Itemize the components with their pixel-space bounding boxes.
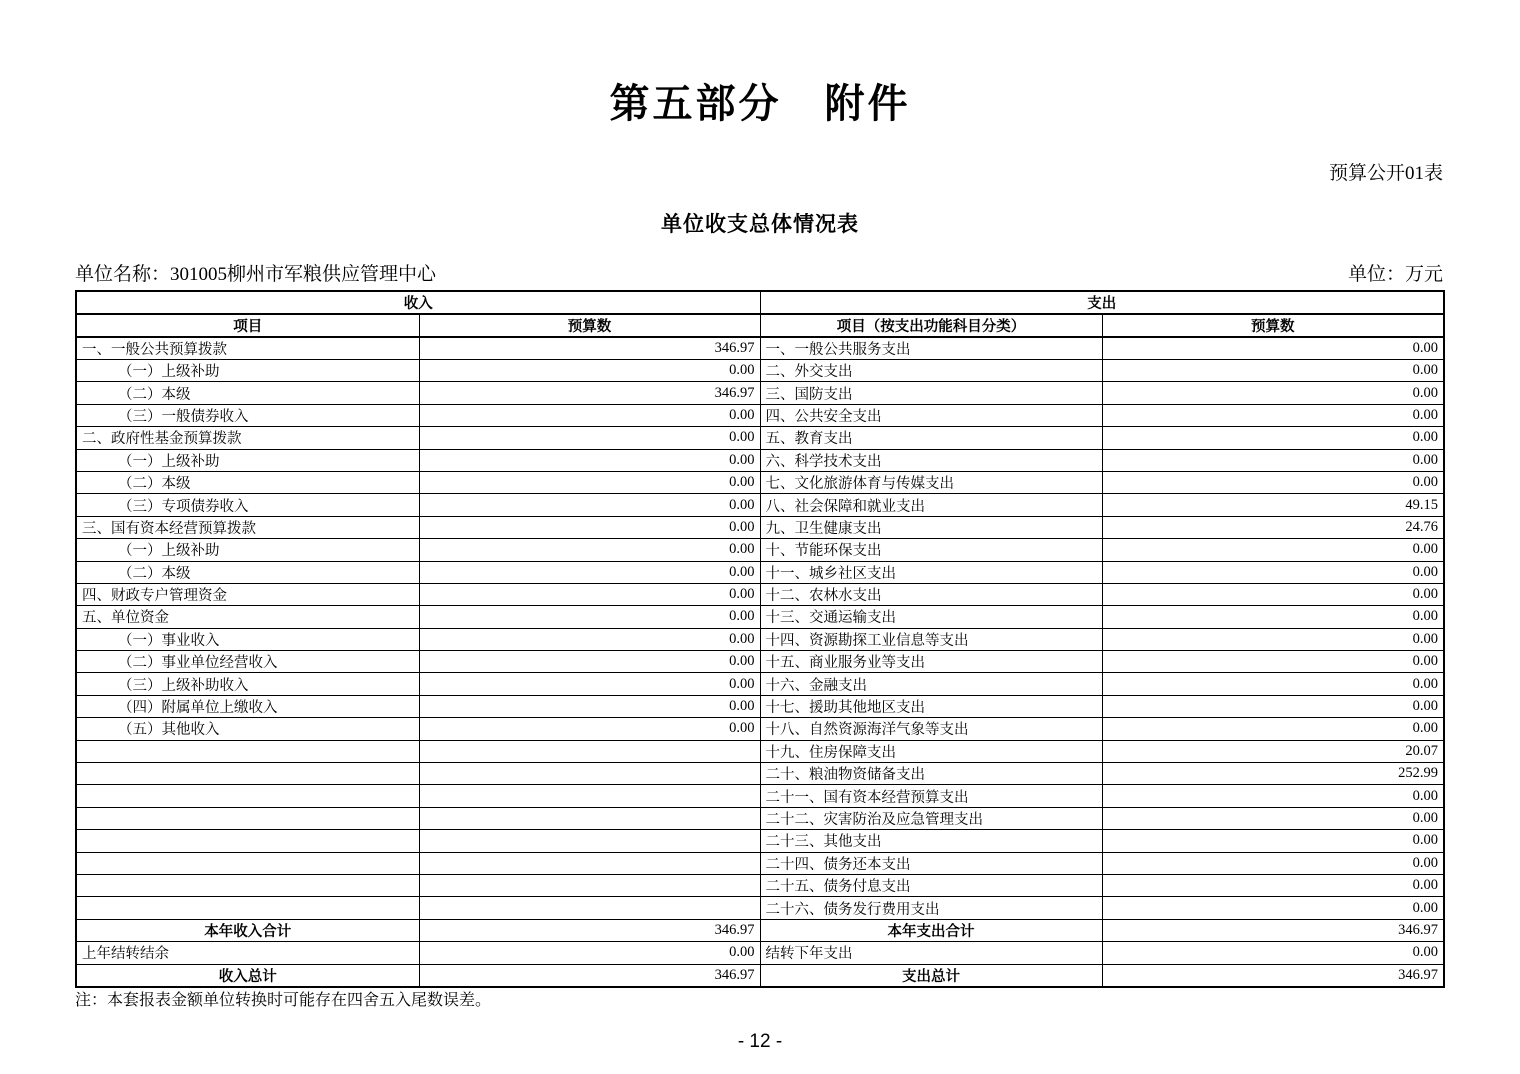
- expense-item-cell: 十一、城乡社区支出: [760, 561, 1102, 583]
- table-row: [76, 427, 1444, 449]
- expense-item-cell: 十二、农林水支出: [760, 583, 1102, 605]
- expense-item-cell: 十三、交通运输支出: [760, 606, 1102, 628]
- footnote: 注：本套报表金额单位转换时可能存在四舍五入尾数误差。: [75, 992, 492, 1009]
- income-item-cell: 二、政府性基金预算拨款: [76, 427, 419, 449]
- income-value-cell: 0.00: [419, 673, 760, 695]
- expense-item-cell: 十、节能环保支出: [760, 539, 1102, 561]
- income-section-header: 收入: [76, 291, 760, 314]
- table-row: [76, 763, 1444, 785]
- table-row: [76, 897, 1444, 919]
- income-value-cell: 0.00: [419, 360, 760, 382]
- income-value-cell: [419, 763, 760, 785]
- income-item-cell: [76, 897, 419, 919]
- expense-item-cell: 五、教育支出: [760, 427, 1102, 449]
- income-item-cell: （一）上级补助: [76, 539, 419, 561]
- expense-value-cell: 0.00: [1102, 628, 1444, 650]
- income-value-cell: 0.00: [419, 628, 760, 650]
- unit-name-label: 单位名称：301005柳州市军粮供应管理中心: [75, 264, 437, 285]
- budget-summary-table: [75, 290, 1445, 988]
- expense-item-cell: 十九、住房保障支出: [760, 740, 1102, 762]
- expense-value-cell: 0.00: [1102, 673, 1444, 695]
- expense-item-cell: 二、外交支出: [760, 360, 1102, 382]
- expense-value-cell: 0.00: [1102, 807, 1444, 829]
- expense-value-cell: 0.00: [1102, 651, 1444, 673]
- expense-value-cell: 0.00: [1102, 382, 1444, 404]
- expense-item-cell: 一、一般公共服务支出: [760, 337, 1102, 360]
- table-row: [76, 830, 1444, 852]
- expense-item-cell: 本年支出合计: [760, 919, 1102, 941]
- income-value-cell: 346.97: [419, 337, 760, 360]
- unit-measure-label: 单位：万元: [1347, 264, 1443, 285]
- expense-item-cell: 十五、商业服务业等支出: [760, 651, 1102, 673]
- income-item-cell: 四、财政专户管理资金: [76, 583, 419, 605]
- table-row: [76, 516, 1444, 538]
- expense-value-cell: 0.00: [1102, 606, 1444, 628]
- income-value-cell: 0.00: [419, 583, 760, 605]
- expense-item-cell: 二十二、灾害防治及应急管理支出: [760, 807, 1102, 829]
- income-item-cell: [76, 852, 419, 874]
- expense-value-cell: 0.00: [1102, 404, 1444, 426]
- income-value-cell: 0.00: [419, 718, 760, 740]
- expense-item-cell: 十八、自然资源海洋气象等支出: [760, 718, 1102, 740]
- expense-value-cell: 346.97: [1102, 919, 1444, 941]
- expense-value-cell: 252.99: [1102, 763, 1444, 785]
- expense-value-cell: 0.00: [1102, 427, 1444, 449]
- table-row: [76, 695, 1444, 717]
- table-row: [76, 404, 1444, 426]
- expense-budget-col-header: 预算数: [1102, 314, 1444, 337]
- expense-value-cell: 0.00: [1102, 583, 1444, 605]
- summary-row: [76, 942, 1444, 964]
- income-item-cell: （二）事业单位经营收入: [76, 651, 419, 673]
- income-value-cell: 0.00: [419, 539, 760, 561]
- expense-item-cell: 三、国防支出: [760, 382, 1102, 404]
- expense-item-cell: 八、社会保障和就业支出: [760, 494, 1102, 516]
- expense-value-cell: 0.00: [1102, 539, 1444, 561]
- income-item-cell: （三）一般债券收入: [76, 404, 419, 426]
- income-item-cell: （一）上级补助: [76, 360, 419, 382]
- expense-value-cell: 24.76: [1102, 516, 1444, 538]
- income-value-cell: [419, 830, 760, 852]
- expense-section-header: 支出: [760, 291, 1444, 314]
- form-number-label: 预算公开01表: [1328, 163, 1443, 184]
- income-value-cell: 346.97: [419, 964, 760, 987]
- income-value-cell: 0.00: [419, 449, 760, 471]
- income-item-cell: [76, 807, 419, 829]
- expense-item-cell: 十七、援助其他地区支出: [760, 695, 1102, 717]
- income-item-cell: （一）上级补助: [76, 449, 419, 471]
- expense-value-cell: 0.00: [1102, 830, 1444, 852]
- income-value-cell: [419, 852, 760, 874]
- expense-item-col-header: 项目（按支出功能科目分类）: [760, 314, 1102, 337]
- expense-value-cell: 0.00: [1102, 785, 1444, 807]
- table-row: [76, 718, 1444, 740]
- income-value-cell: [419, 807, 760, 829]
- income-value-cell: 0.00: [419, 404, 760, 426]
- expense-item-cell: 二十六、债务发行费用支出: [760, 897, 1102, 919]
- expense-item-cell: 支出总计: [760, 964, 1102, 987]
- income-value-cell: [419, 785, 760, 807]
- column-header-row: [76, 314, 1444, 337]
- expense-item-cell: 四、公共安全支出: [760, 404, 1102, 426]
- expense-item-cell: 六、科学技术支出: [760, 449, 1102, 471]
- income-value-cell: [419, 874, 760, 896]
- summary-row: [76, 964, 1444, 987]
- income-budget-col-header: 预算数: [419, 314, 760, 337]
- income-item-cell: 本年收入合计: [76, 919, 419, 941]
- income-value-cell: 0.00: [419, 606, 760, 628]
- income-value-cell: 0.00: [419, 561, 760, 583]
- income-item-cell: （三）上级补助收入: [76, 673, 419, 695]
- expense-item-cell: 九、卫生健康支出: [760, 516, 1102, 538]
- expense-value-cell: 0.00: [1102, 449, 1444, 471]
- table-meta-row: [75, 259, 1443, 286]
- expense-value-cell: 49.15: [1102, 494, 1444, 516]
- income-item-cell: [76, 763, 419, 785]
- expense-item-cell: 二十一、国有资本经营预算支出: [760, 785, 1102, 807]
- income-item-cell: （五）其他收入: [76, 718, 419, 740]
- expense-value-cell: 0.00: [1102, 360, 1444, 382]
- page-number: - 12 -: [737, 1031, 783, 1052]
- expense-value-cell: 0.00: [1102, 942, 1444, 964]
- table-row: [76, 807, 1444, 829]
- income-value-cell: 0.00: [419, 516, 760, 538]
- summary-row: [76, 919, 1444, 941]
- income-item-cell: （二）本级: [76, 561, 419, 583]
- income-item-cell: 上年结转结余: [76, 942, 419, 964]
- table-row: [76, 628, 1444, 650]
- table-row: [76, 539, 1444, 561]
- income-item-col-header: 项目: [76, 314, 419, 337]
- table-row: [76, 561, 1444, 583]
- income-item-cell: [76, 830, 419, 852]
- expense-value-cell: 0.00: [1102, 561, 1444, 583]
- table-row: [76, 606, 1444, 628]
- table-row: [76, 471, 1444, 493]
- income-item-cell: （三）专项债券收入: [76, 494, 419, 516]
- income-value-cell: 0.00: [419, 651, 760, 673]
- expense-item-cell: 结转下年支出: [760, 942, 1102, 964]
- income-value-cell: 0.00: [419, 494, 760, 516]
- income-item-cell: 一、一般公共预算拨款: [76, 337, 419, 360]
- table-row: [76, 852, 1444, 874]
- expense-value-cell: 0.00: [1102, 471, 1444, 493]
- income-item-cell: （二）本级: [76, 471, 419, 493]
- expense-item-cell: 二十五、债务付息支出: [760, 874, 1102, 896]
- page-title: 第五部分 附件: [609, 81, 911, 126]
- expense-item-cell: 十六、金融支出: [760, 673, 1102, 695]
- expense-value-cell: 0.00: [1102, 718, 1444, 740]
- table-row: [76, 651, 1444, 673]
- document-subtitle: 单位收支总体情况表: [661, 212, 859, 236]
- expense-item-cell: 七、文化旅游体育与传媒支出: [760, 471, 1102, 493]
- expense-value-cell: 0.00: [1102, 852, 1444, 874]
- income-item-cell: （一）事业收入: [76, 628, 419, 650]
- expense-item-cell: 二十三、其他支出: [760, 830, 1102, 852]
- income-item-cell: [76, 740, 419, 762]
- expense-item-cell: 二十、粮油物资储备支出: [760, 763, 1102, 785]
- income-item-cell: [76, 874, 419, 896]
- income-value-cell: 346.97: [419, 919, 760, 941]
- table-row: [76, 785, 1444, 807]
- income-value-cell: 0.00: [419, 695, 760, 717]
- table-row: [76, 740, 1444, 762]
- income-item-cell: （四）附属单位上缴收入: [76, 695, 419, 717]
- expense-value-cell: 0.00: [1102, 874, 1444, 896]
- table-row: [76, 449, 1444, 471]
- income-item-cell: 五、单位资金: [76, 606, 419, 628]
- expense-item-cell: 十四、资源勘探工业信息等支出: [760, 628, 1102, 650]
- income-item-cell: [76, 785, 419, 807]
- income-value-cell: 0.00: [419, 471, 760, 493]
- table-row: [76, 583, 1444, 605]
- expense-value-cell: 346.97: [1102, 964, 1444, 987]
- income-item-cell: 收入总计: [76, 964, 419, 987]
- table-row: [76, 337, 1444, 360]
- income-value-cell: 346.97: [419, 382, 760, 404]
- income-item-cell: （二）本级: [76, 382, 419, 404]
- expense-value-cell: 0.00: [1102, 695, 1444, 717]
- income-value-cell: 0.00: [419, 427, 760, 449]
- table-row: [76, 673, 1444, 695]
- income-value-cell: [419, 897, 760, 919]
- income-value-cell: [419, 740, 760, 762]
- table-row: [76, 494, 1444, 516]
- section-header-row: [76, 291, 1444, 314]
- expense-item-cell: 二十四、债务还本支出: [760, 852, 1102, 874]
- income-value-cell: 0.00: [419, 942, 760, 964]
- table-row: [76, 874, 1444, 896]
- expense-value-cell: 20.07: [1102, 740, 1444, 762]
- table-row: [76, 382, 1444, 404]
- expense-value-cell: 0.00: [1102, 897, 1444, 919]
- expense-value-cell: 0.00: [1102, 337, 1444, 360]
- income-item-cell: 三、国有资本经营预算拨款: [76, 516, 419, 538]
- table-row: [76, 360, 1444, 382]
